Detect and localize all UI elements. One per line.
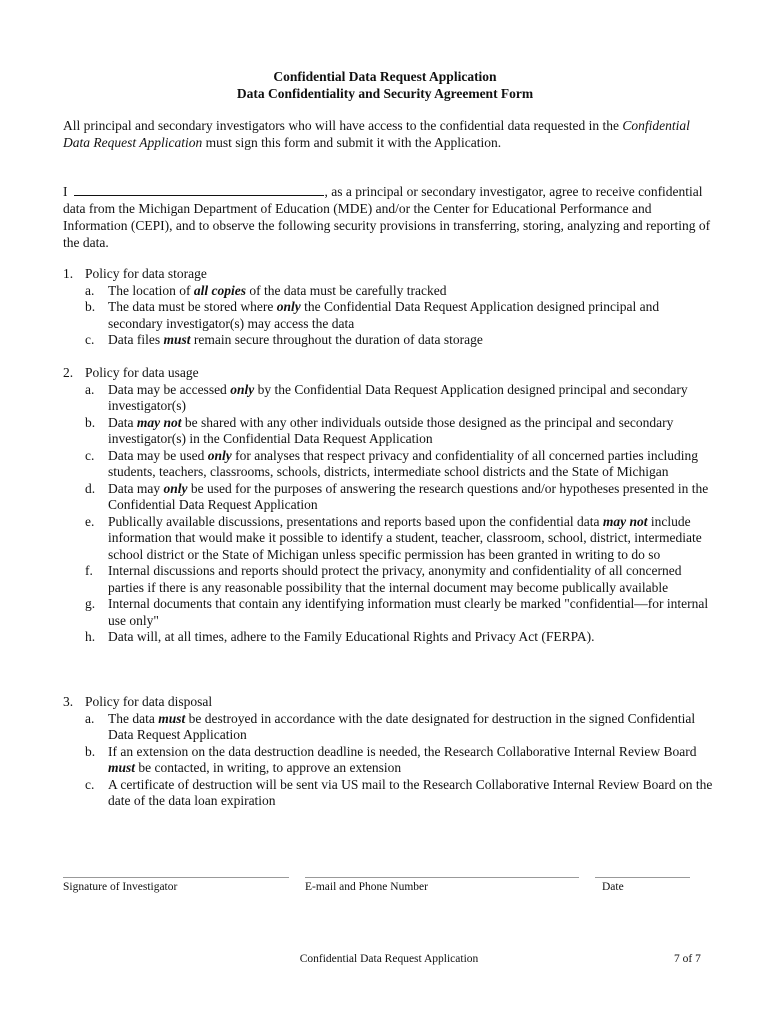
intro-text-2: must sign this form and submit it with the Application. xyxy=(202,135,502,150)
list-item: b. Data may not be shared with any other individuals outside those designed as the principal and secondary investigator(s) in the Confidential Data Request Application xyxy=(85,414,674,446)
list-item: h. Data will, at all times, adhere to the Family Educational Rights and Privacy Act (FERPA). xyxy=(85,629,595,644)
section-heading xyxy=(63,365,715,382)
list-item: c. Data files must remain secure throughout the duration of data storage xyxy=(85,332,483,347)
date-line[interactable] xyxy=(595,877,690,878)
agreement-prefix: I xyxy=(63,184,68,199)
list-item: b. If an extension on the data destruction deadline is needed, the Research Collaborative Internal Review Board must be contacted, in writing, to approve an extension xyxy=(85,743,697,775)
signature-line[interactable] xyxy=(63,877,289,878)
date-label: Date xyxy=(602,881,624,893)
section-data-disposal xyxy=(63,694,715,810)
intro-text-1: All principal and secondary investigators who will have access to the confidential data requested in the xyxy=(63,118,623,133)
agreement-text: , as a principal or secondary investigator, agree to receive confidential data from the Michigan Department of Education (MDE) and/or the Center for Educational Performance and Information (CEPI), and to observe the following security provisions in transferring, storing, analyzing and reporting of the data. xyxy=(63,184,711,250)
footer-title: Confidential Data Request Application xyxy=(299,953,479,965)
section-data-usage xyxy=(63,365,715,646)
contact-line[interactable] xyxy=(305,877,579,878)
section-heading xyxy=(63,266,715,283)
list-item: c. A certificate of destruction will be sent via US mail to the Research Collaborative Internal Review Board on the date of the data loan expiration xyxy=(85,776,713,808)
agreement-paragraph xyxy=(63,183,715,251)
section-number: 1. xyxy=(63,266,74,281)
list-item: g. Internal documents that contain any identifying information must clearly be marked "confidential—for internal use only" xyxy=(85,596,709,628)
signature-label: Signature of Investigator xyxy=(63,881,178,893)
list-item: e. Publically available discussions, presentations and reports based upon the confidential data may not include information that would make it possible to identify a student, teacher, classroom, school, district, intermediate school district or the State of Michigan unless specific permission has been granted in writing to do so xyxy=(85,513,702,562)
title-line-2: Data Confidentiality and Security Agreement Form xyxy=(236,86,534,101)
list-item: b. The data must be stored where only the Confidential Data Request Application designed principal and secondary investigator(s) may access the data xyxy=(85,299,660,331)
intro-paragraph xyxy=(63,117,715,151)
section-number: 2. xyxy=(63,365,74,380)
contact-label: E-mail and Phone Number xyxy=(305,881,428,893)
list-item: f. Internal discussions and reports should protect the privacy, anonymity and confidentiality of all concerned parties if there is any reasonable possibility that the internal document may become publically available xyxy=(85,563,682,595)
section-heading xyxy=(63,694,715,711)
section-number: 3. xyxy=(63,694,74,709)
intro-italic-title: Confidential Data Request Application xyxy=(63,118,690,150)
list-item: a. The data must be destroyed in accordance with the date designated for destruction in the signed Confidential Data Request Application xyxy=(85,710,696,742)
section-title: Policy for data disposal xyxy=(85,694,213,709)
list-item: c. Data may be used only for analyses that respect privacy and confidentiality of all concerned parties including students, teachers, classrooms, schools, districts, intermediate school districts and the State of Michigan xyxy=(85,447,699,479)
section-data-storage xyxy=(63,266,715,349)
list-item: a. Data may be accessed only by the Confidential Data Request Application designed principal and secondary investigator(s) xyxy=(85,381,688,413)
list-item: d. Data may only be used for the purposes of answering the research questions and/or hypotheses presented in the Confidential Data Request Application xyxy=(85,480,709,512)
investigator-name-blank[interactable] xyxy=(74,183,324,196)
section-title: Policy for data usage xyxy=(85,365,199,380)
document-title xyxy=(0,68,770,102)
page-number: 7 of 7 xyxy=(674,953,701,965)
list-item: a. The location of all copies of the data must be carefully tracked xyxy=(85,282,447,298)
section-title: Policy for data storage xyxy=(85,266,207,281)
title-line-1: Confidential Data Request Application xyxy=(273,69,497,84)
